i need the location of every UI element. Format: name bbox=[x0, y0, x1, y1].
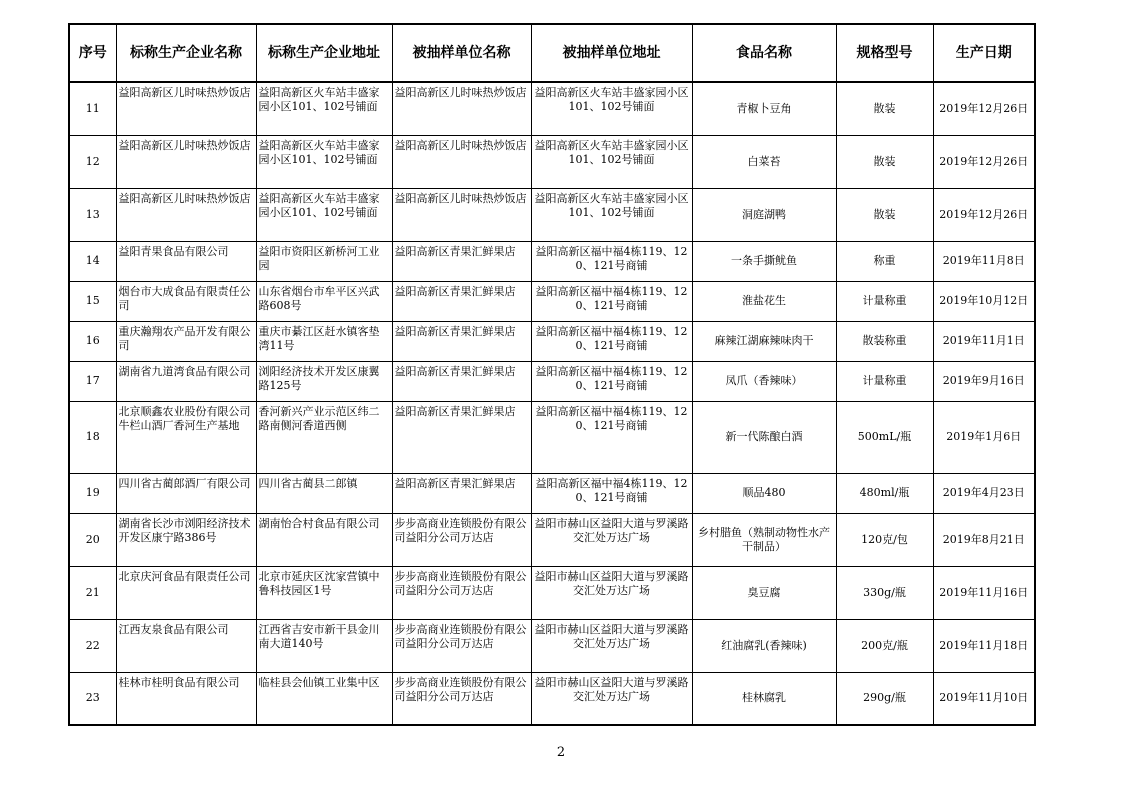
cell-food-name: 乡村腊鱼（熟制动物性水产干制品） bbox=[692, 513, 836, 566]
cell-production-date: 2019年1月6日 bbox=[933, 401, 1035, 473]
cell-sampled-unit-address: 益阳高新区火车站丰盛家园小区101、102号铺面 bbox=[531, 188, 692, 241]
cell-manufacturer-address: 益阳高新区火车站丰盛家园小区101、102号铺面 bbox=[256, 82, 392, 135]
cell-sampled-unit-address: 益阳市赫山区益阳大道与罗溪路交汇处万达广场 bbox=[531, 672, 692, 725]
cell-production-date: 2019年12月26日 bbox=[933, 82, 1035, 135]
cell-food-name: 麻辣江湖麻辣味肉干 bbox=[692, 321, 836, 361]
cell-sampled-unit-name: 益阳高新区青果汇鲜果店 bbox=[392, 241, 531, 281]
cell-food-name: 桂林腐乳 bbox=[692, 672, 836, 725]
cell-sampled-unit-address: 益阳高新区火车站丰盛家园小区101、102号铺面 bbox=[531, 135, 692, 188]
cell-manufacturer-name: 益阳高新区儿时味热炒饭店 bbox=[116, 135, 256, 188]
cell-specification: 散装称重 bbox=[836, 321, 933, 361]
cell-manufacturer-name: 北京顺鑫农业股份有限公司牛栏山酒厂香河生产基地 bbox=[116, 401, 256, 473]
cell-food-name: 淮盐花生 bbox=[692, 281, 836, 321]
header-production-date: 生产日期 bbox=[933, 24, 1035, 82]
cell-food-name: 顺品480 bbox=[692, 473, 836, 513]
cell-serial-number: 19 bbox=[69, 473, 116, 513]
header-serial-number: 序号 bbox=[69, 24, 116, 82]
cell-serial-number: 18 bbox=[69, 401, 116, 473]
cell-production-date: 2019年11月8日 bbox=[933, 241, 1035, 281]
cell-sampled-unit-name: 益阳高新区儿时味热炒饭店 bbox=[392, 135, 531, 188]
cell-food-name: 青椒卜豆角 bbox=[692, 82, 836, 135]
cell-manufacturer-name: 江西友泉食品有限公司 bbox=[116, 619, 256, 672]
cell-serial-number: 22 bbox=[69, 619, 116, 672]
cell-sampled-unit-address: 益阳高新区福中福4栋119、120、121号商铺 bbox=[531, 401, 692, 473]
header-sampled-unit-address: 被抽样单位地址 bbox=[531, 24, 692, 82]
cell-production-date: 2019年12月26日 bbox=[933, 135, 1035, 188]
cell-specification: 散装 bbox=[836, 135, 933, 188]
cell-manufacturer-address: 湖南怡合村食品有限公司 bbox=[256, 513, 392, 566]
cell-sampled-unit-name: 益阳高新区儿时味热炒饭店 bbox=[392, 82, 531, 135]
cell-manufacturer-name: 四川省古蔺郎酒厂有限公司 bbox=[116, 473, 256, 513]
cell-production-date: 2019年11月1日 bbox=[933, 321, 1035, 361]
header-sampled-unit-name: 被抽样单位名称 bbox=[392, 24, 531, 82]
cell-manufacturer-name: 益阳高新区儿时味热炒饭店 bbox=[116, 82, 256, 135]
cell-manufacturer-address: 山东省烟台市牟平区兴武路608号 bbox=[256, 281, 392, 321]
cell-specification: 散装 bbox=[836, 82, 933, 135]
cell-manufacturer-address: 江西省吉安市新干县金川南大道140号 bbox=[256, 619, 392, 672]
cell-manufacturer-name: 桂林市桂明食品有限公司 bbox=[116, 672, 256, 725]
table-row bbox=[69, 473, 1035, 513]
cell-sampled-unit-name: 益阳高新区青果汇鲜果店 bbox=[392, 281, 531, 321]
cell-sampled-unit-name: 步步高商业连锁股份有限公司益阳分公司万达店 bbox=[392, 513, 531, 566]
cell-manufacturer-address: 浏阳经济技术开发区康翼路125号 bbox=[256, 361, 392, 401]
cell-sampled-unit-name: 益阳高新区青果汇鲜果店 bbox=[392, 401, 531, 473]
cell-sampled-unit-name: 益阳高新区青果汇鲜果店 bbox=[392, 473, 531, 513]
table-row bbox=[69, 241, 1035, 281]
cell-specification: 称重 bbox=[836, 241, 933, 281]
cell-specification: 计量称重 bbox=[836, 281, 933, 321]
table-row bbox=[69, 566, 1035, 619]
cell-specification: 200克/瓶 bbox=[836, 619, 933, 672]
cell-food-name: 臭豆腐 bbox=[692, 566, 836, 619]
cell-manufacturer-name: 烟台市大成食品有限责任公司 bbox=[116, 281, 256, 321]
cell-manufacturer-name: 湖南省长沙市浏阳经济技术开发区康宁路386号 bbox=[116, 513, 256, 566]
cell-serial-number: 23 bbox=[69, 672, 116, 725]
cell-production-date: 2019年11月10日 bbox=[933, 672, 1035, 725]
cell-manufacturer-address: 益阳高新区火车站丰盛家园小区101、102号铺面 bbox=[256, 188, 392, 241]
cell-specification: 500mL/瓶 bbox=[836, 401, 933, 473]
cell-specification: 计量称重 bbox=[836, 361, 933, 401]
cell-manufacturer-name: 重庆瀚翔农产品开发有限公司 bbox=[116, 321, 256, 361]
cell-sampled-unit-name: 益阳高新区青果汇鲜果店 bbox=[392, 361, 531, 401]
cell-manufacturer-address: 益阳高新区火车站丰盛家园小区101、102号铺面 bbox=[256, 135, 392, 188]
table-row bbox=[69, 672, 1035, 725]
cell-serial-number: 20 bbox=[69, 513, 116, 566]
cell-manufacturer-address: 临桂县会仙镇工业集中区 bbox=[256, 672, 392, 725]
table-row bbox=[69, 361, 1035, 401]
cell-manufacturer-address: 重庆市綦江区赶水镇客垫湾11号 bbox=[256, 321, 392, 361]
table-row bbox=[69, 135, 1035, 188]
cell-sampled-unit-name: 步步高商业连锁股份有限公司益阳分公司万达店 bbox=[392, 566, 531, 619]
cell-serial-number: 13 bbox=[69, 188, 116, 241]
table-row bbox=[69, 281, 1035, 321]
table-header bbox=[69, 24, 1035, 82]
cell-sampled-unit-name: 益阳高新区青果汇鲜果店 bbox=[392, 321, 531, 361]
cell-serial-number: 12 bbox=[69, 135, 116, 188]
cell-sampled-unit-name: 益阳高新区儿时味热炒饭店 bbox=[392, 188, 531, 241]
sampling-results-table bbox=[68, 23, 1036, 726]
cell-sampled-unit-name: 步步高商业连锁股份有限公司益阳分公司万达店 bbox=[392, 672, 531, 725]
cell-sampled-unit-name: 步步高商业连锁股份有限公司益阳分公司万达店 bbox=[392, 619, 531, 672]
header-manufacturer-name: 标称生产企业名称 bbox=[116, 24, 256, 82]
cell-sampled-unit-address: 益阳高新区福中福4栋119、120、121号商铺 bbox=[531, 361, 692, 401]
cell-sampled-unit-address: 益阳高新区火车站丰盛家园小区101、102号铺面 bbox=[531, 82, 692, 135]
cell-food-name: 凤爪（香辣味） bbox=[692, 361, 836, 401]
cell-serial-number: 21 bbox=[69, 566, 116, 619]
cell-specification: 330g/瓶 bbox=[836, 566, 933, 619]
table-row bbox=[69, 188, 1035, 241]
cell-food-name: 洞庭湖鸭 bbox=[692, 188, 836, 241]
cell-sampled-unit-address: 益阳高新区福中福4栋119、120、121号商铺 bbox=[531, 281, 692, 321]
cell-sampled-unit-address: 益阳高新区福中福4栋119、120、121号商铺 bbox=[531, 241, 692, 281]
cell-production-date: 2019年11月18日 bbox=[933, 619, 1035, 672]
cell-serial-number: 14 bbox=[69, 241, 116, 281]
cell-production-date: 2019年4月23日 bbox=[933, 473, 1035, 513]
cell-serial-number: 11 bbox=[69, 82, 116, 135]
header-manufacturer-address: 标称生产企业地址 bbox=[256, 24, 392, 82]
table-row bbox=[69, 321, 1035, 361]
cell-production-date: 2019年10月12日 bbox=[933, 281, 1035, 321]
header-specification: 规格型号 bbox=[836, 24, 933, 82]
cell-food-name: 白菜苔 bbox=[692, 135, 836, 188]
table-body bbox=[69, 82, 1035, 725]
cell-sampled-unit-address: 益阳市赫山区益阳大道与罗溪路交汇处万达广场 bbox=[531, 513, 692, 566]
cell-sampled-unit-address: 益阳市赫山区益阳大道与罗溪路交汇处万达广场 bbox=[531, 566, 692, 619]
cell-manufacturer-address: 益阳市资阳区新桥河工业园 bbox=[256, 241, 392, 281]
cell-manufacturer-name: 益阳高新区儿时味热炒饭店 bbox=[116, 188, 256, 241]
cell-manufacturer-name: 益阳青果食品有限公司 bbox=[116, 241, 256, 281]
cell-production-date: 2019年8月21日 bbox=[933, 513, 1035, 566]
table-row bbox=[69, 401, 1035, 473]
cell-manufacturer-name: 湖南省九道湾食品有限公司 bbox=[116, 361, 256, 401]
cell-food-name: 新一代陈酿白酒 bbox=[692, 401, 836, 473]
cell-production-date: 2019年12月26日 bbox=[933, 188, 1035, 241]
cell-production-date: 2019年11月16日 bbox=[933, 566, 1035, 619]
cell-food-name: 一条手撕鱿鱼 bbox=[692, 241, 836, 281]
cell-sampled-unit-address: 益阳市赫山区益阳大道与罗溪路交汇处万达广场 bbox=[531, 619, 692, 672]
sampling-results-table-container bbox=[68, 23, 1034, 726]
cell-manufacturer-address: 四川省古蔺县二郎镇 bbox=[256, 473, 392, 513]
cell-serial-number: 17 bbox=[69, 361, 116, 401]
cell-serial-number: 16 bbox=[69, 321, 116, 361]
cell-specification: 290g/瓶 bbox=[836, 672, 933, 725]
cell-sampled-unit-address: 益阳高新区福中福4栋119、120、121号商铺 bbox=[531, 321, 692, 361]
cell-sampled-unit-address: 益阳高新区福中福4栋119、120、121号商铺 bbox=[531, 473, 692, 513]
cell-manufacturer-address: 香河新兴产业示范区纬二路南侧河香道西侧 bbox=[256, 401, 392, 473]
cell-manufacturer-address: 北京市延庆区沈家营镇中鲁科技园区1号 bbox=[256, 566, 392, 619]
cell-production-date: 2019年9月16日 bbox=[933, 361, 1035, 401]
cell-food-name: 红油腐乳(香辣味) bbox=[692, 619, 836, 672]
header-food-name: 食品名称 bbox=[692, 24, 836, 82]
cell-specification: 480ml/瓶 bbox=[836, 473, 933, 513]
table-row bbox=[69, 82, 1035, 135]
cell-specification: 120克/包 bbox=[836, 513, 933, 566]
cell-manufacturer-name: 北京庆河食品有限责任公司 bbox=[116, 566, 256, 619]
cell-serial-number: 15 bbox=[69, 281, 116, 321]
table-row bbox=[69, 619, 1035, 672]
table-row bbox=[69, 513, 1035, 566]
cell-specification: 散装 bbox=[836, 188, 933, 241]
page-number: 2 bbox=[556, 745, 566, 760]
header-row bbox=[69, 24, 1035, 82]
